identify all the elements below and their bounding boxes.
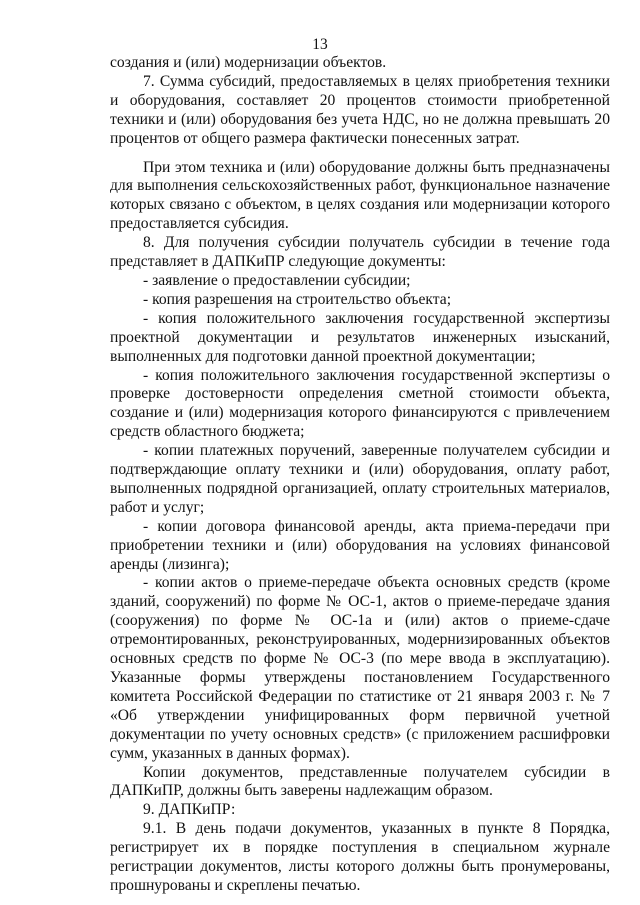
list-item: - копия положительного заключения государственной экспертизы о проверке достоверности определения сметной стоимости объекта, создание и (или) модернизация которого финансируются с привлечением средств областного бюджета; (110, 366, 610, 441)
list-item: - заявление о предоставлении субсидии; (143, 271, 411, 289)
paragraph: создания и (или) модернизации объектов. (110, 54, 387, 71)
list-item: - копии платежных поручений, заверенные получателем субсидии и подтверждающие оплату техники и (или) оборудования, оплату работ, выполненных подрядной организацией, оплату строительных материалов, работ и услуг; (110, 442, 610, 516)
list-item: - копии актов о приеме-передаче объекта основных средств (кроме зданий, сооружений) по форме № ОС-1, актов о приеме-передаче здания (сооружения) по форме № ОС-1а и (или) актов о приеме-сдаче отремонтированных, реконструированных, модернизированных объектов основных средств по форме № ОС-3 (по мере ввода в эксплуатацию). Указанные формы утверждены постановлением Государственного комитета Российской Федерации по статистике от 21 января 2003 г. № 7 «Об утверждении унифицированных форм первичной учетной документации по учету основных средств» (с приложением расшифровки сумм, указанных в данных формах). (110, 574, 610, 762)
page-number: 13 (312, 36, 328, 53)
paragraph: 7. Сумма субсидий, предоставляемых в целях приобретения техники и оборудования, составляет 20 процентов стоимости приобретенной техники и (или) оборудования без учета НДС, но не должна превышать 20 процентов от общего размера фактически понесенных затрат. (110, 72, 610, 147)
paragraph: Копии документов, представленные получателем субсидии в ДАПКиПР, должны быть заверены надлежащим образом. (110, 763, 610, 800)
document-body (110, 54, 610, 896)
list-item: - копия положительного заключения государственной экспертизы проектной документации и результатов инженерных изысканий, выполненных для подготовки данной проектной документации; (110, 309, 610, 365)
paragraph: 9. ДАПКиПР: (143, 801, 236, 819)
paragraph: 8. Для получения субсидии получатель субсидии в течение года представляет в ДАПКиПР следующие документы: (110, 234, 610, 271)
paragraph: При этом техника и (или) оборудование должны быть предназначены для выполнения сельскохозяйственных работ, функциональное назначение которых связано с объектом, в целях создания или модернизации которого предоставляется субсидия. (110, 158, 610, 233)
list-item: - копии договора финансовой аренды, акта приема-передачи при приобретении техники и (или) оборудования на условиях финансовой аренды (лизинга); (110, 517, 610, 573)
list-item: - копия разрешения на строительство объекта; (143, 290, 452, 308)
paragraph: 9.1. В день подачи документов, указанных в пункте 8 Порядка, регистрирует их в порядке поступления в специальном журнале регистрации документов, листы которого должны быть пронумерованы, прошнурованы и скреплены печатью. (110, 820, 610, 894)
